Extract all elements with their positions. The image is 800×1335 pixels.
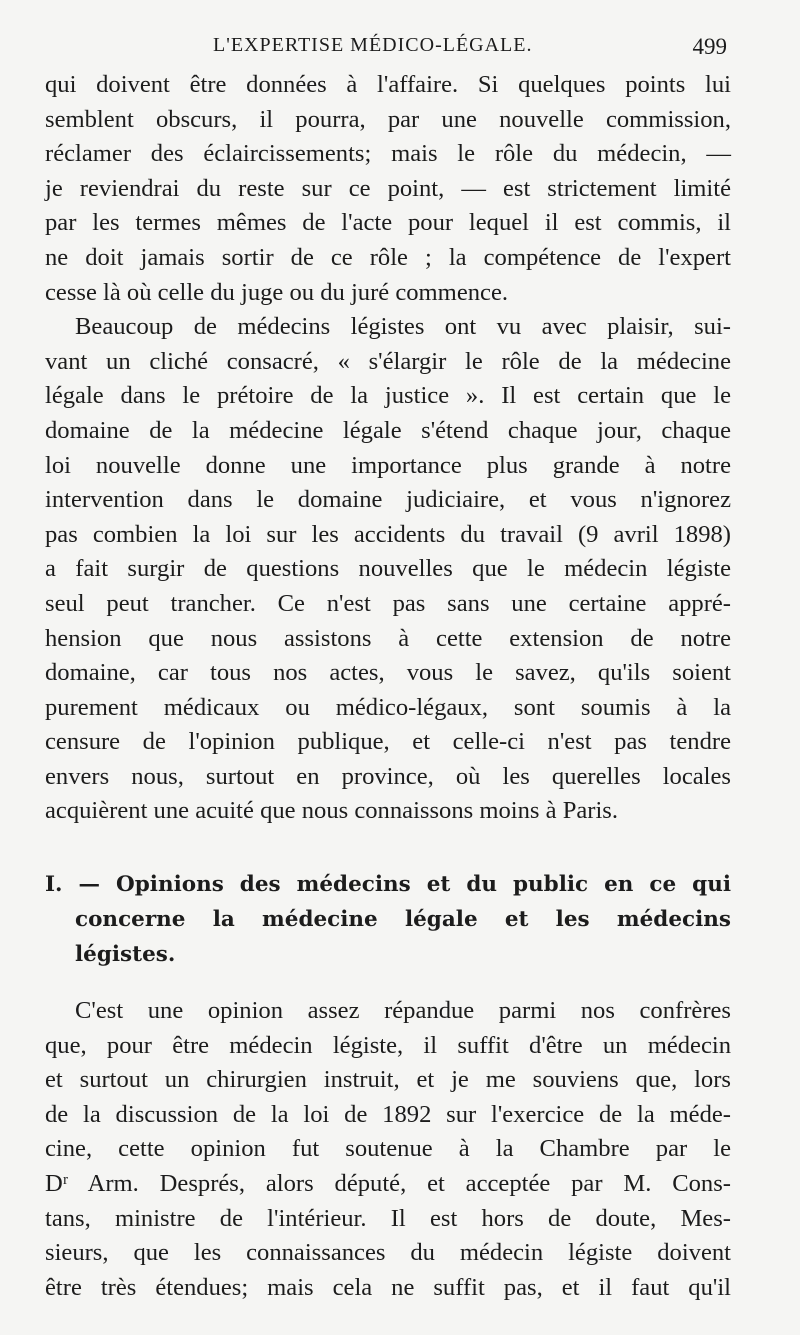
text-line: pas combien la loi sur les accidents du travail (9 avril 1898) [45, 520, 731, 548]
text-line: être très étendues; mais cela ne suffit pas, et il faut qu'il [45, 1273, 731, 1301]
text-line: domaine de la médecine légale s'étend chaque jour, chaque [45, 416, 731, 444]
text-line: Beaucoup de médecins légistes ont vu avec plaisir, sui- [75, 313, 731, 341]
text-line: acquièrent une acuité que nous connaissons moins à Paris. [45, 797, 619, 825]
text-line: sieurs, que les connaissances du médecin légiste doivent [45, 1239, 731, 1267]
text-line: ne doit jamais sortir de ce rôle ; la compétence de l'expert [45, 243, 731, 271]
running-head [45, 30, 727, 64]
text-line: par les termes mêmes de l'acte pour lequel il est commis, il [45, 209, 731, 237]
text-line: que, pour être médecin légiste, il suffit d'être un médecin [45, 1031, 731, 1059]
text-line: je reviendrai du reste sur ce point, — est strictement limité [45, 174, 731, 202]
text-line: hension que nous assistons à cette extension de notre [45, 624, 731, 652]
text-line: réclamer des éclaircissements; mais le rôle du médecin, — [45, 140, 731, 168]
text-line: cesse là où celle du juge ou du juré commence. [45, 278, 509, 306]
text-line: légale dans le prétoire de la justice ». Il est certain que le [45, 382, 731, 410]
paragraph-2 [45, 310, 731, 829]
text-line: purement médicaux ou médico-légaux, sont soumis à la [45, 693, 731, 721]
text-line: qui doivent être données à l'affaire. Si quelques points lui [45, 71, 731, 98]
text-line: C'est une opinion assez répandue parmi nos confrères [75, 997, 731, 1025]
text-line: cine, cette opinion fut soutenue à la Chambre par le [45, 1135, 731, 1163]
paragraph-3 [45, 994, 731, 1305]
heading-line: concerne la médecine légale et les médecins [75, 907, 731, 933]
heading-line: I. — Opinions des médecins et du public en ce qui [45, 872, 731, 898]
text-line: seul peut trancher. Ce n'est pas sans une certaine appré- [45, 589, 731, 617]
text-line: envers nous, surtout en province, où les querelles locales [45, 762, 731, 790]
page-number: 499 [692, 34, 727, 59]
text-line: domaine, car tous nos actes, vous le savez, qu'ils soient [45, 659, 731, 687]
text-line: a fait surgir de questions nouvelles que le médecin légiste [45, 555, 731, 583]
page-body [45, 68, 731, 1305]
text-line: Dʳ Arm. Després, alors député, et acceptée par M. Cons- [45, 1170, 731, 1198]
running-title: L'EXPERTISE MÉDICO-LÉGALE. [213, 34, 533, 56]
text-line: semblent obscurs, il pourra, par une nouvelle commission, [45, 105, 731, 133]
text-line: intervention dans le domaine judiciaire, et vous n'ignorez [45, 486, 731, 514]
section-heading [45, 867, 731, 972]
text-line: censure de l'opinion publique, et celle-ci n'est pas tendre [45, 728, 731, 756]
text-line: loi nouvelle donne une importance plus grande à notre [45, 451, 731, 479]
text-line: et surtout un chirurgien instruit, et je me souviens que, lors [45, 1066, 731, 1094]
paragraph-1 [45, 68, 731, 310]
text-line: tans, ministre de l'intérieur. Il est hors de doute, Mes- [45, 1204, 731, 1232]
text-line: vant un cliché consacré, « s'élargir le rôle de la médecine [45, 347, 731, 375]
heading-line: légistes. [75, 942, 176, 968]
text-line: de la discussion de la loi de 1892 sur l'exercice de la méde- [45, 1100, 731, 1128]
